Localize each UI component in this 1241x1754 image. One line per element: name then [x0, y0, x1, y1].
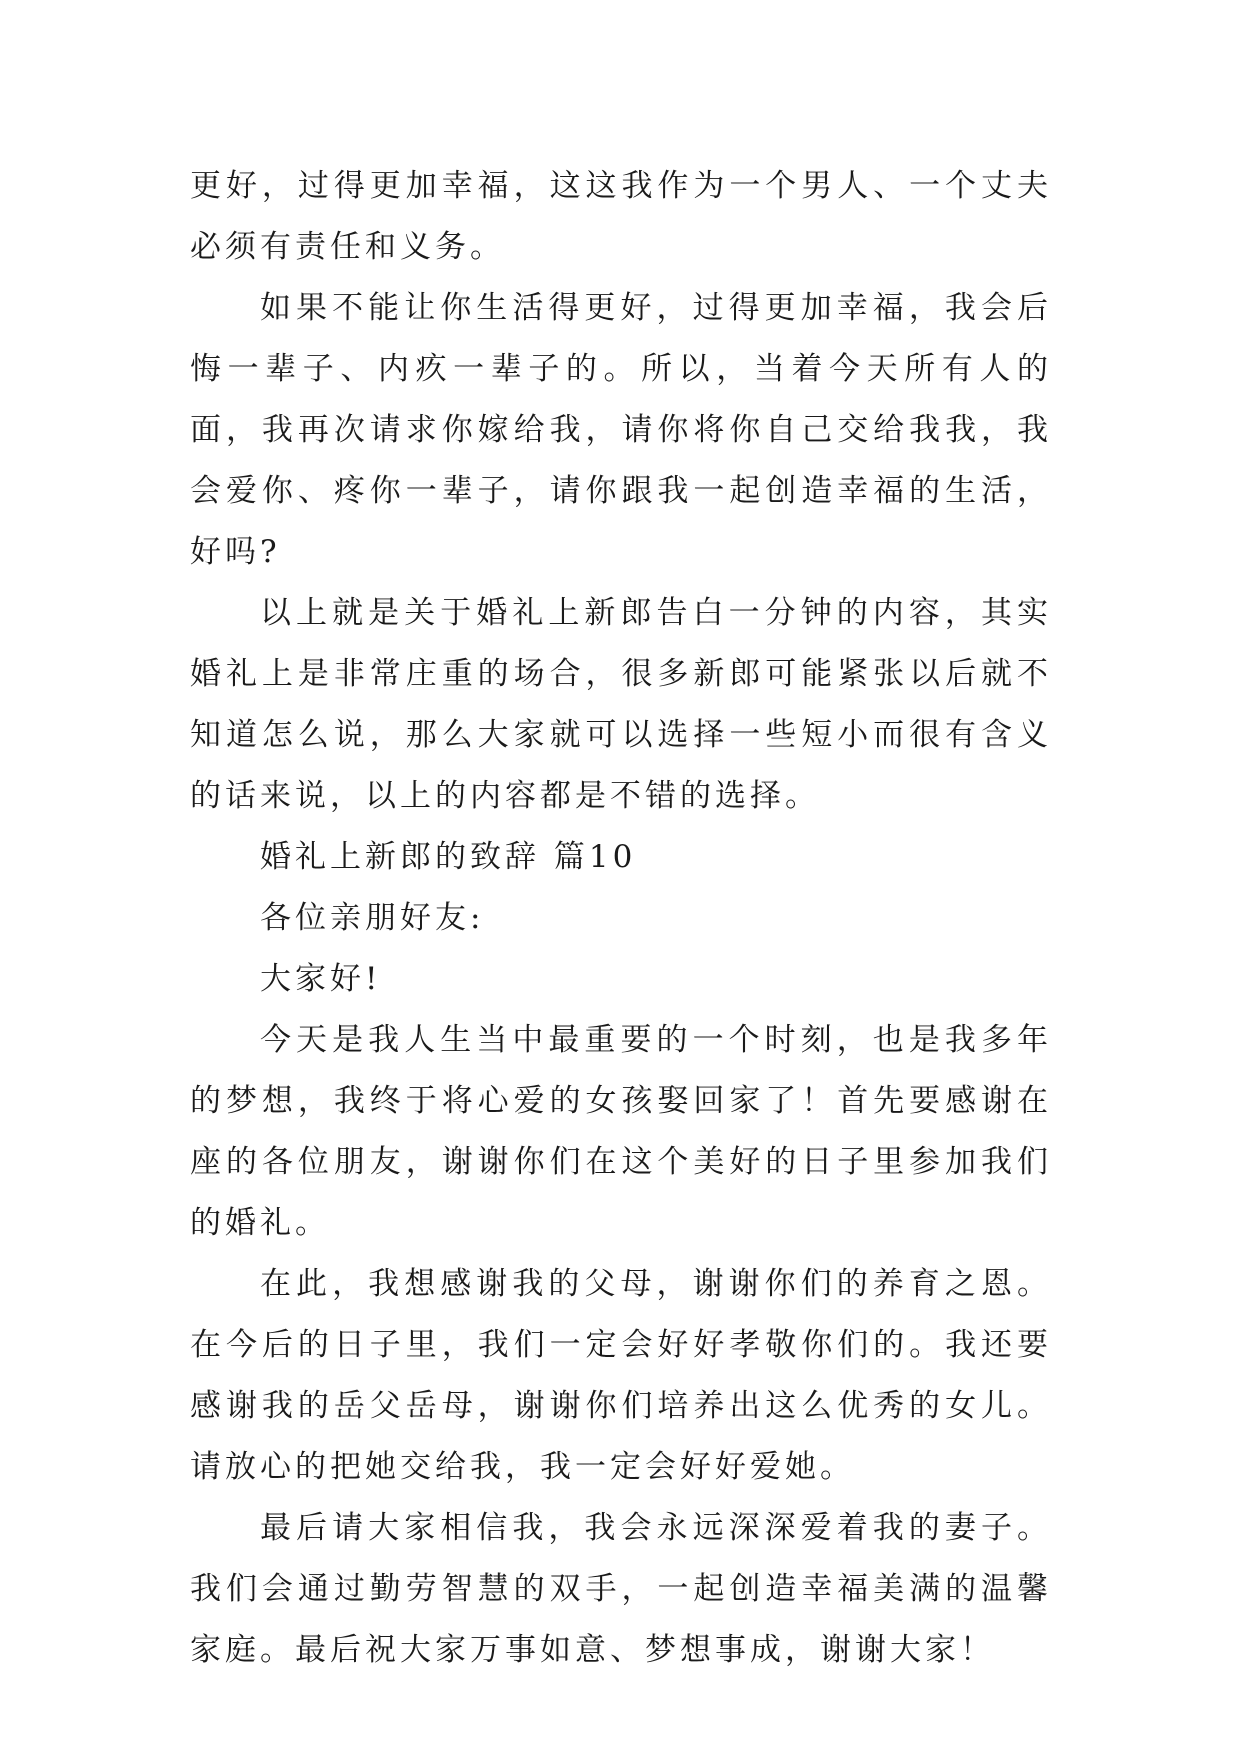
paragraph-thanks-parents: 在此，我想感谢我的父母，谢谢你们的养育之恩。在今后的日子里，我们一定会好好孝敬你们的。我还要感谢我的岳父岳母，谢谢你们培养出这么优秀的女儿。请放心的把她交给我，我一定会好好爱她。 — [190, 1266, 1052, 1485]
paragraph-proposal: 如果不能让你生活得更好，过得更加幸福，我会后悔一辈子、内疚一辈子的。所以，当着今天所有人的面，我再次请求你嫁给我，请你将你自己交给我我，我会爱你、疼你一辈子，请你跟我一起创造幸福的生活，好吗? — [190, 290, 1052, 570]
section-heading: 婚礼上新郎的致辞 篇10 — [260, 839, 637, 875]
paragraph-closing: 最后请大家相信我，我会永远深深爱着我的妻子。我们会通过勤劳智慧的双手，一起创造幸福美满的温馨家庭。最后祝大家万事如意、梦想事成，谢谢大家！ — [190, 1510, 1052, 1668]
greeting: 大家好! — [260, 961, 382, 997]
paragraph-opening: 今天是我人生当中最重要的一个时刻，也是我多年的梦想，我终于将心爱的女孩娶回家了！首先要感谢在座的各位朋友，谢谢你们在这个美好的日子里参加我们的婚礼。 — [190, 1022, 1052, 1241]
document-body — [190, 156, 1052, 1681]
paragraph-summary: 以上就是关于婚礼上新郎告白一分钟的内容，其实婚礼上是非常庄重的场合，很多新郎可能紧张以后就不知道怎么说，那么大家就可以选择一些短小而很有含义的话来说，以上的内容都是不错的选择。 — [190, 595, 1052, 814]
salutation: 各位亲朋好友: — [260, 900, 485, 936]
paragraph-continuation: 更好，过得更加幸福，这这我作为一个男人、一个丈夫必须有责任和义务。 — [190, 168, 1052, 265]
